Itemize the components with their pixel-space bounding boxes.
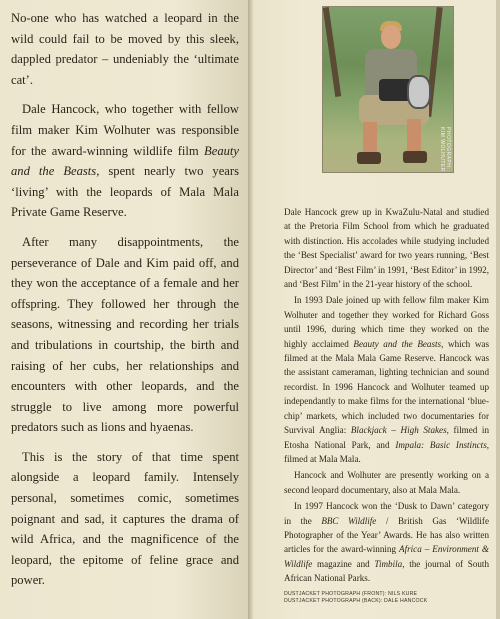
dustjacket-credits: [284, 591, 489, 605]
page-edge: [496, 0, 500, 619]
back-photo-credit: DUSTJACKET PHOTOGRAPH (BACK): DALE HANCOCK: [284, 598, 428, 604]
bio-text-4a: In 1997 Hancock won the ‘Dusk to Dawn’ category in the: [284, 501, 489, 526]
author-photo: [322, 6, 454, 173]
bio-text-4c: / British Gas ‘Wildlife Photographer of the Year’ Awards. He has also written articles for the award-winning: [284, 515, 489, 555]
magazine-africa: Africa – Environment & Wildlife: [284, 544, 489, 569]
bio-paragraph-4: [284, 499, 489, 585]
intro-paragraph: [11, 8, 239, 90]
bio-text-4e: magazine and: [312, 558, 375, 569]
film-title: Beauty and the Beasts: [11, 143, 239, 179]
journal-timbila: Timbila: [374, 558, 403, 569]
author-head: [381, 25, 401, 49]
film-title-impala: Impala: Basic Instincts: [395, 439, 487, 450]
author-leg: [363, 122, 377, 154]
bio-paragraph-2: [284, 293, 489, 466]
bio-text-2a: In 1993 Dale joined up with fellow film maker Kim Wolhuter and together they worked for Richard Goss until 1996, during which time they worked on the highly acclaimed: [284, 295, 489, 349]
perseverance-text: After many disappointments, the perseverance of Dale and Kim paid off, and they won the acceptance of a female and her offspring. They followed her through the seasons, witnessing and recording her trials and tribulations in courtship, the birth and raising of her cubs, her relationships and encounters with other leopards, and the struggle to live among more powerful predators such as lions and hyaenas.: [11, 234, 239, 435]
author-leg: [407, 119, 421, 153]
film-title-blackjack: Blackjack – High Stakes: [350, 425, 447, 436]
hancock-text-b: , spent nearly two years ‘living’ with the leopards of Mala Mala Private Game Reserve.: [11, 164, 239, 220]
front-photo-credit: DUSTJACKET PHOTOGRAPH (FRONT): NILS KURE: [284, 591, 418, 597]
bio-paragraph-1: [284, 205, 489, 291]
bio-text-2g: , filmed at Mala Mala.: [284, 439, 490, 464]
author-bio: [284, 205, 489, 588]
story-text: This is the story of that time spent alongside a leopard family. Intensely personal, sometimes comic, sometimes poignant and sad, it captures the drama of wild Africa, and the magnificence of the leopard, the epitome of feline grace and power.: [11, 449, 239, 588]
intro-text: No-one who has watched a leopard in the wild could fail to be moved by this sleek, dappled predator – undeniably the ‘ultimate cat’.: [11, 11, 239, 87]
left-flap: [0, 0, 249, 619]
palm-trunk: [323, 7, 341, 97]
story-paragraph: [11, 447, 239, 591]
bio-text-1: Dale Hancock grew up in KwaZulu-Natal and studied at the Pretoria Film School from which he graduated with distinction. His accolades while studying included the ‘Best Specialist’ award for two years running, ‘Best Director’ and ‘Best Film’ in 1991, ‘Best Editor’ in 1992, and ‘Best Film’ in the 21-year history of the school.: [284, 207, 489, 290]
photo-credit: PHOTOGRAPH: KIM WOLHUTER: [439, 127, 451, 172]
perseverance-paragraph: [11, 232, 239, 438]
camera-lens: [407, 75, 431, 109]
hancock-paragraph: [11, 99, 239, 223]
bio-text-4g: , the journal of South African National Parks.: [284, 558, 489, 584]
film-title-bio: Beauty and the Beasts: [353, 338, 442, 349]
bio-text-2c: , which was filmed at the Mala Mala Game Reserve. Hancock was the assistant cameraman, lighting technician and sound recordist. In 1996 Hancock and Wolhuter teamed up independantly to make films for the international ‘blue-chip’ markets, which included two documentaries for Survival Anglia:: [284, 338, 490, 436]
bio-text-3: Hancock and Wolhuter are presently working on a second leopard documentary, also at Mala Mala.: [284, 470, 489, 495]
bio-paragraph-3: [284, 468, 489, 497]
author-boot: [357, 152, 381, 164]
magazine-bbc: BBC Wildlife: [321, 515, 377, 526]
hancock-text-a: Dale Hancock, who together with fellow film maker Kim Wolhuter was responsible for the award-winning wildlife film: [11, 102, 239, 158]
author-boot: [403, 151, 427, 163]
bio-text-2e: , filmed in Etosha National Park, and: [284, 425, 489, 450]
